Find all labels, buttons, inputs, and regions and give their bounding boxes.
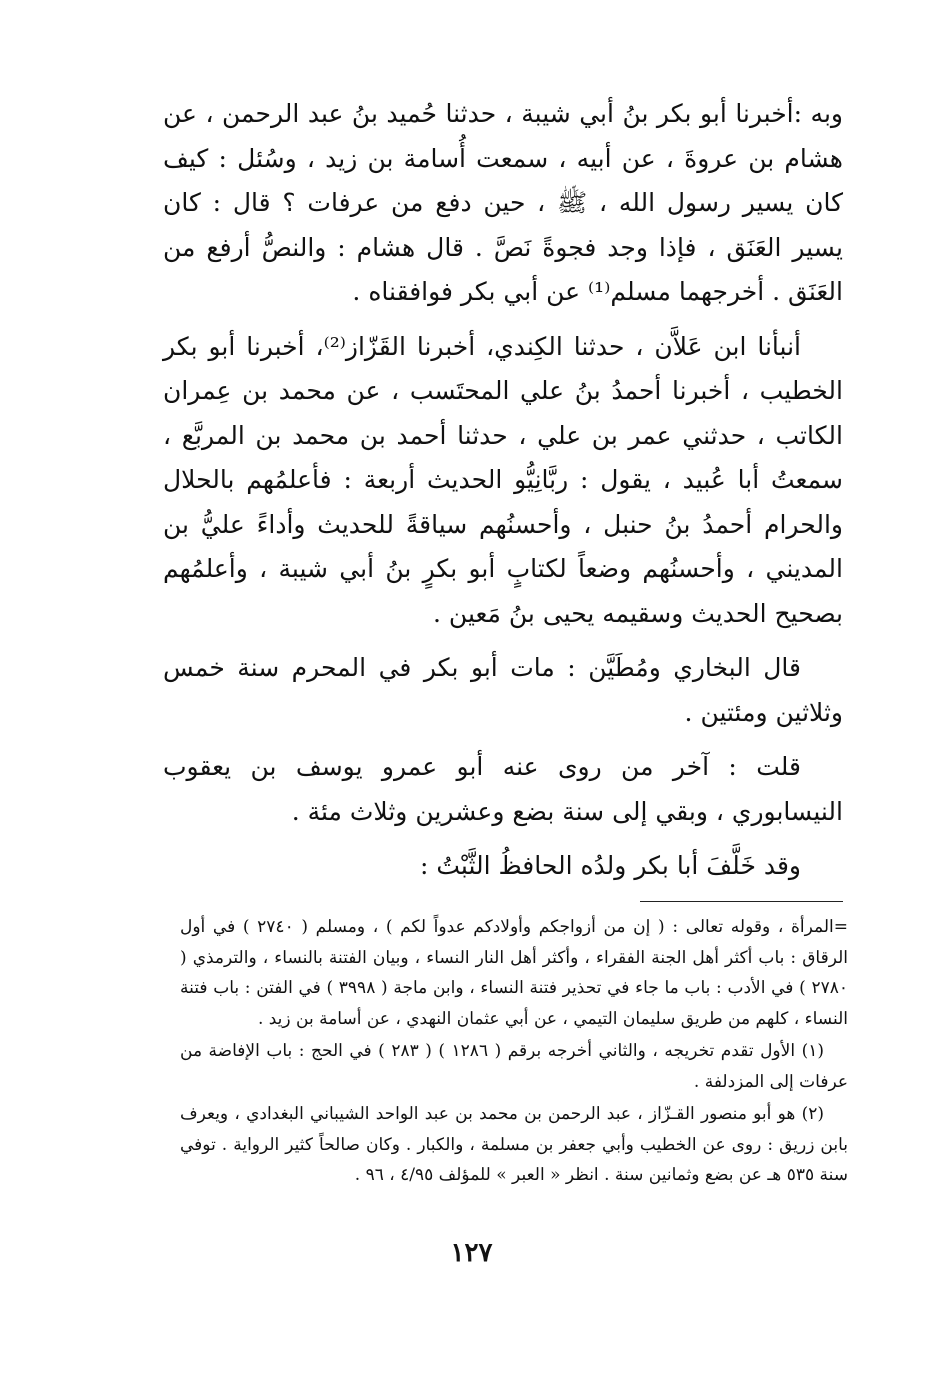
footnote: (٢) هو أبو منصور القـزّاز ، عبد الرحمن بن محمد بن عبد الواحد الشيباني البغدادي ، ويعرف بابن زريق : روى عن الخطيب وأبي جعفر بن مسلمة ، والكبار . وكان صالحاً كثير الرواية . توفي سنة ٥٣٥ هـ عن بضع وثمانين سنة . انظر « العبر » للمؤلف ٤/٩٥ ، ٩٦ . (180, 1104, 848, 1185)
footnote: (١) الأول تقدم تخريجه ، والثاني أخرجه برقم ( ١٢٨٦ ) ( ٢٨٣ ) في الحج : باب الإفاضة من عرفات إلى المزدلفة . (180, 1041, 848, 1092)
paragraph: أنبأنا ابن عَلاَّن ، حدثنا الكِندي، أخبرنا القَزّاز⁽²⁾، أخبرنا أبو بكر الخطيب ، أخبرنا أحمدُ بنُ علي المحتَسب ، عن محمد بن عِمران الكاتب ، حدثني عمر بن علي ، حدثنا أحمد بن محمد بن المربَّع ، سمعتُ أبا عُبيد ، يقول : ربَّانِيُّو الحديث أربعة : فأعلمُهم بالحلال والحرام أحمدُ بنُ حنبل ، وأحسنُهم سياقةً للحديث وأداءً عليُّ بن المديني ، وأحسنُهم وضعاً لكتابٍ أبو بكرٍ بنُ أبي شيبة ، وأعلمُهم بصحيح الحديث وسقيمه يحيى بنُ مَعين . (163, 331, 843, 628)
paragraph: وقد خَلَّفَ أبا بكر ولدُه الحافظُ الثَّبْتُ : (420, 851, 801, 880)
footnote-separator (640, 901, 843, 902)
paragraph: وبه :أخبرنا أبو بكر بنُ أبي شيبة ، حدثنا حُميد بنُ عبد الرحمن ، عن هشام بن عروةَ ، عن أبيه ، سمعت أُسامة بن زيد ، وسُئل : كيف كان يسير رسول الله ، ﷺ ، حين دفع من عرفات ؟ قال : كان يسير العَنَق ، فإذا وجد فجوةً نَصَّ . قال هشام : والنصُّ أرفع من العَنَق . أخرجهما مسلم⁽¹⁾ عن أبي بكر فوافقناه . (163, 99, 843, 306)
page-number: ١٢٧ (450, 1238, 493, 1268)
paragraph: قلت : آخر من روى عنه أبو عمرو يوسف بن يعقوب النيسابوري ، وبقي إلى سنة بضع وعشرين وثلاث مئة . (163, 752, 843, 826)
footnote-continuation: =المرأة ، وقوله تعالى : ( إن من أزواجكم وأولادكم عدواً لكم ) ، ومسلم ( ٢٧٤٠ ) في أول الرقاق : باب أكثر أهل الجنة الفقراء ، وأكثر أهل النار النساء ، وبيان الفتنة بالنساء ، والترمذي ( ٢٧٨٠ ) في الأدب : باب ما جاء في تحذير فتنة النساء ، وابن ماجة ( ٣٩٩٨ ) في الفتن : باب فتنة النساء ، كلهم من طريق سليمان التيمي ، عن أبي عثمان النهدي ، عن أسامة بن زيد . (180, 917, 848, 1029)
main-text (163, 92, 843, 889)
paragraph: قال البخاري ومُطَيَّن : مات أبو بكر في المحرم سنة خمس وثلاثين ومئتين . (163, 653, 843, 727)
footnotes (180, 912, 848, 1191)
